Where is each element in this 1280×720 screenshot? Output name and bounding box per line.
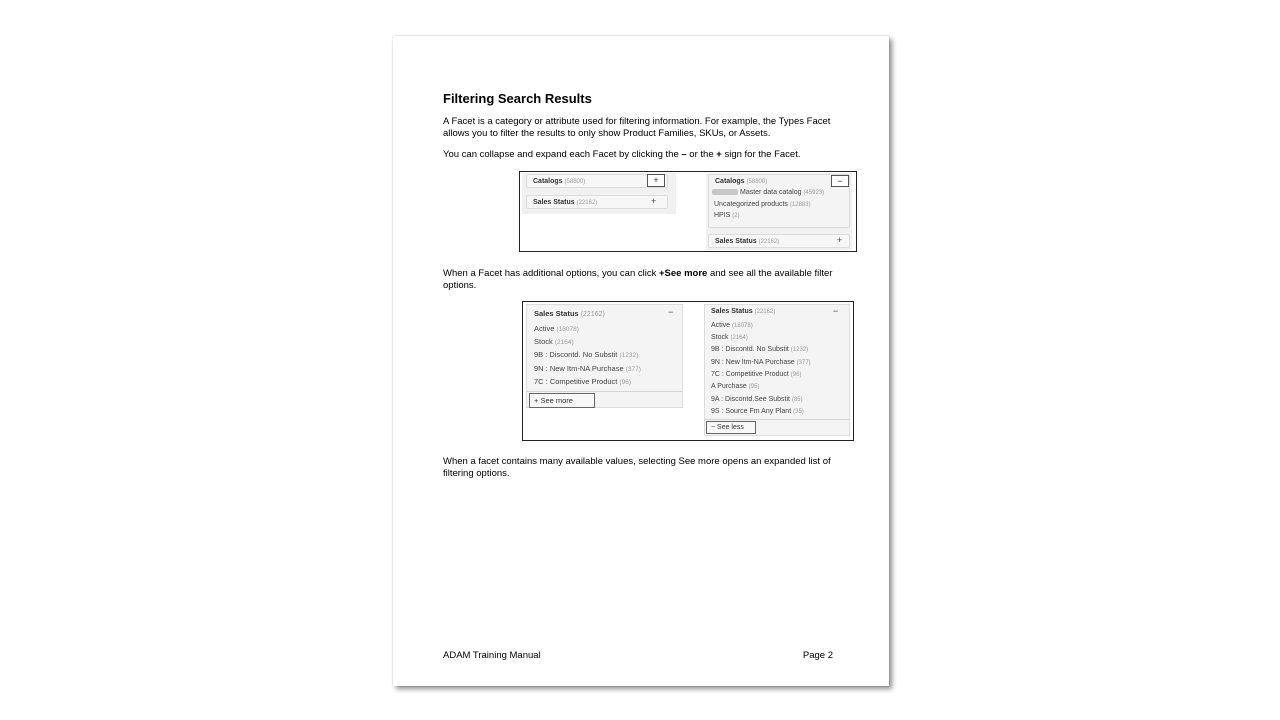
page-title: Filtering Search Results	[443, 91, 592, 106]
option-label: 9B : Discontd. No Substit	[534, 350, 618, 359]
status-option[interactable]	[711, 383, 759, 390]
sales-status-count: (22162)	[576, 200, 598, 206]
panel-title-label: Sales Status	[534, 309, 579, 318]
sales-status-facet-collapsed[interactable]	[708, 234, 850, 248]
collapse-paragraph	[443, 149, 835, 161]
see-more-bold: +See more	[658, 268, 708, 279]
collapse-minus-icon[interactable]: −	[831, 175, 849, 187]
sales-status-panel-short	[526, 304, 683, 408]
see-more-text-start: When a Facet has additional options, you can click	[443, 268, 659, 279]
status-option[interactable]	[534, 350, 638, 359]
see-more-text-end: and see all the available filter options.	[443, 268, 833, 291]
collapse-text-start: You can collapse and expand each Facet by clicking the	[443, 149, 682, 160]
sales-status-label: Sales Status	[533, 199, 575, 206]
sales-status-facet-collapsed[interactable]	[526, 195, 668, 209]
panel-title-count: (22162)	[754, 309, 776, 315]
status-option[interactable]	[534, 377, 631, 386]
catalog-option[interactable]	[712, 189, 824, 196]
catalog-option[interactable]	[714, 212, 740, 219]
status-option[interactable]	[711, 396, 803, 403]
status-option[interactable]	[711, 346, 808, 353]
status-option[interactable]	[534, 324, 579, 333]
option-label: Active	[534, 324, 555, 333]
option-count: (2164)	[730, 335, 748, 341]
option-count: (2164)	[554, 339, 574, 346]
status-option[interactable]	[534, 337, 574, 346]
sales-status-panel-expanded	[704, 304, 850, 436]
option-label: 9N : New Itm-NA Purchase	[711, 359, 795, 366]
option-count: (85)	[791, 397, 803, 403]
status-option[interactable]	[711, 334, 748, 341]
see-more-paragraph	[443, 268, 835, 291]
sales-status-plus-icon[interactable]: +	[651, 196, 657, 206]
option-count: (12883)	[789, 202, 811, 208]
option-label: Master data catalog	[740, 189, 802, 196]
option-label: A Purchase	[711, 383, 747, 390]
option-count: (18078)	[732, 323, 753, 329]
option-count: (377)	[796, 360, 811, 366]
see-more-button[interactable]: + See more	[529, 393, 595, 408]
facet-collapse-figure	[519, 171, 857, 252]
intro-paragraph: A Facet is a category or attribute used for filtering information. For example, the Types Facet allows you to filter the results to only show Product Families, SKUs, or Assets.	[443, 116, 831, 139]
redacted-text	[712, 189, 738, 195]
option-label: 9N : New Itm-NA Purchase	[534, 364, 624, 373]
option-label: 7C : Competitive Product	[711, 371, 789, 378]
option-label: HPIS	[714, 212, 731, 219]
plus-symbol: +	[716, 149, 722, 160]
option-label: 9S : Source Fm Any Plant	[711, 408, 792, 415]
expand-plus-icon[interactable]: +	[647, 174, 665, 187]
option-count: (18078)	[556, 326, 579, 333]
status-option[interactable]	[711, 359, 811, 366]
collapse-text-end: sign for the Facet.	[721, 149, 801, 160]
option-count: (45923)	[803, 190, 825, 196]
sales-status-plus-icon[interactable]: +	[837, 235, 843, 245]
option-label: 7C : Competitive Product	[534, 377, 618, 386]
sales-status-label: Sales Status	[715, 238, 757, 245]
option-count: (96)	[619, 379, 632, 386]
catalogs-count: (58800)	[746, 179, 768, 185]
option-label: 9B : Discontd. No Substit	[711, 346, 789, 353]
option-label: 9A : Discontd.See Substit	[711, 396, 790, 403]
see-more-figure	[522, 301, 854, 441]
minus-symbol: –	[681, 149, 687, 160]
sales-status-count: (22162)	[758, 239, 780, 245]
option-label: Uncategorized products	[714, 201, 788, 208]
option-label: Stock	[711, 334, 729, 341]
status-option[interactable]	[711, 322, 753, 329]
status-option[interactable]	[534, 364, 641, 373]
expanded-list-paragraph: When a facet contains many available values, selecting See more opens an expanded list of filtering options.	[443, 456, 831, 479]
option-count: (35)	[793, 409, 804, 415]
option-label: Stock	[534, 337, 553, 346]
option-count: (1232)	[619, 352, 639, 359]
status-option[interactable]	[711, 408, 804, 415]
panel-title	[534, 309, 605, 318]
panel-title-count: (22162)	[580, 311, 605, 318]
divider	[705, 419, 849, 420]
footer-title: ADAM Training Manual	[443, 650, 541, 661]
see-less-button[interactable]: − See less	[706, 421, 756, 434]
option-count: (1232)	[790, 347, 809, 353]
option-count: (2)	[732, 213, 740, 219]
catalogs-count: (58800)	[564, 179, 586, 185]
document-page	[393, 36, 889, 686]
page-number: Page 2	[802, 650, 833, 661]
panel-title	[711, 308, 775, 315]
option-count: (96)	[790, 372, 802, 378]
collapse-text-middle: or the	[686, 149, 717, 160]
status-option[interactable]	[711, 371, 801, 378]
catalog-option[interactable]	[714, 201, 811, 208]
option-label: Active	[711, 322, 731, 329]
catalogs-label: Catalogs	[533, 178, 563, 185]
collapse-minus-icon[interactable]: −	[833, 306, 839, 316]
divider	[527, 391, 682, 392]
collapse-minus-icon[interactable]: −	[668, 307, 674, 317]
option-count: (95)	[748, 384, 760, 390]
catalogs-label: Catalogs	[715, 178, 745, 185]
panel-title-label: Sales Status	[711, 308, 753, 315]
option-count: (377)	[625, 366, 641, 373]
